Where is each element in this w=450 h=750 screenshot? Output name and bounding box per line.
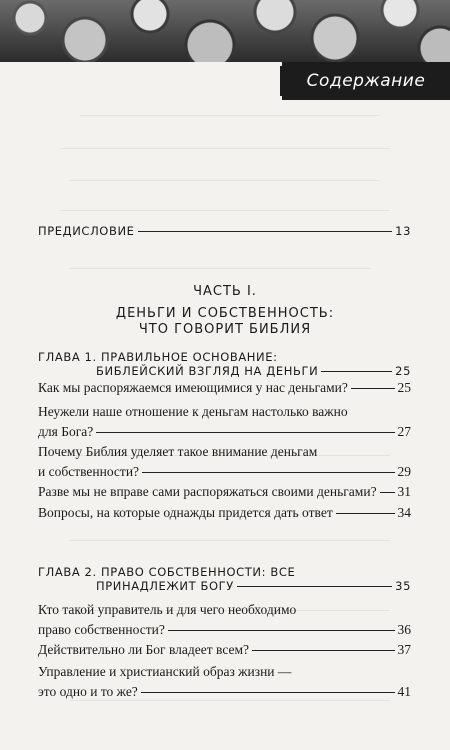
- toc-entry[interactable]: [38, 664, 411, 700]
- leader-line: [96, 432, 394, 433]
- entry-page: 31: [397, 484, 411, 499]
- leader-line: [252, 650, 395, 651]
- leader-line: [141, 692, 395, 693]
- contents-header: [282, 62, 450, 100]
- entry-page: 37: [397, 642, 411, 657]
- leader-line: [321, 371, 392, 372]
- entry-title: Действительно ли Бог владеет всем?: [38, 642, 249, 657]
- leader-line: [380, 492, 395, 493]
- entry-title-line2: для Бога?: [38, 424, 94, 439]
- entry-title: ПРЕДИСЛОВИЕ: [38, 224, 135, 238]
- entry-page: 25: [395, 364, 411, 378]
- entry-title-line1: Управление и христианский образ жизни —: [38, 664, 292, 679]
- toc-entry[interactable]: [38, 380, 411, 396]
- contents-title: Содержание: [306, 71, 426, 91]
- chapter-title-line1: ГЛАВА 1. ПРАВИЛЬНОЕ ОСНОВАНИЕ:: [38, 350, 278, 364]
- entry-title: Вопросы, на которые однажды придется дать ответ: [38, 505, 333, 520]
- leader-line: [336, 513, 395, 514]
- chapter-title-line2: БИБЛЕЙСКИЙ ВЗГЛЯД НА ДЕНЬГИ: [96, 364, 319, 378]
- entry-page: 25: [397, 380, 411, 395]
- part-title-line1: ДЕНЬГИ И СОБСТВЕННОСТЬ:: [115, 306, 335, 321]
- leader-line: [142, 472, 394, 473]
- toc-entry[interactable]: [38, 642, 411, 658]
- entry-title-line1: Почему Библия уделяет такое внимание деньгам: [38, 444, 318, 459]
- leader-line: [237, 586, 392, 587]
- entry-title-line1: Кто такой управитель и для чего необходимо: [38, 602, 297, 617]
- toc-entry[interactable]: [38, 505, 411, 521]
- entry-title-line1: Неужели наше отношение к деньгам настолько важно: [38, 404, 348, 419]
- entry-page: 29: [397, 464, 411, 479]
- entry-page: 35: [395, 579, 411, 593]
- entry-title: Как мы распоряжаемся имеющимися у нас деньгами?: [38, 380, 348, 395]
- entry-title-line2: это одно и то же?: [38, 684, 138, 699]
- toc-entry-preface[interactable]: [38, 224, 411, 238]
- leader-line: [168, 630, 395, 631]
- entry-title-line2: право собственности?: [38, 622, 165, 637]
- leader-line: [351, 388, 395, 389]
- chapter-title-line1: ГЛАВА 2. ПРАВО СОБСТВЕННОСТИ: ВСЕ: [38, 565, 296, 579]
- chapter-title-line2: ПРИНАДЛЕЖИТ БОГУ: [96, 579, 234, 593]
- entry-title: Разве мы не вправе сами распоряжаться своими деньгами?: [38, 484, 377, 499]
- entry-page: 36: [397, 622, 411, 637]
- entry-page: 34: [397, 505, 411, 520]
- entry-page: 13: [395, 224, 411, 238]
- toc-entry[interactable]: [38, 444, 411, 480]
- entry-title-line2: и собственности?: [38, 464, 140, 479]
- coins-photo-banner: [0, 0, 450, 62]
- toc-entry[interactable]: [38, 602, 411, 638]
- entry-page: 41: [397, 684, 411, 699]
- toc-entry[interactable]: [38, 404, 411, 440]
- toc-entry[interactable]: [38, 484, 411, 500]
- leader-line: [138, 231, 393, 232]
- part-label: ЧАСТЬ I.: [193, 284, 257, 299]
- entry-page: 27: [397, 424, 411, 439]
- toc-entry-chapter-1[interactable]: [38, 350, 411, 378]
- part-title-line2: ЧТО ГОВОРИТ БИБЛИЯ: [138, 322, 312, 337]
- toc-entry-chapter-2[interactable]: [38, 565, 411, 593]
